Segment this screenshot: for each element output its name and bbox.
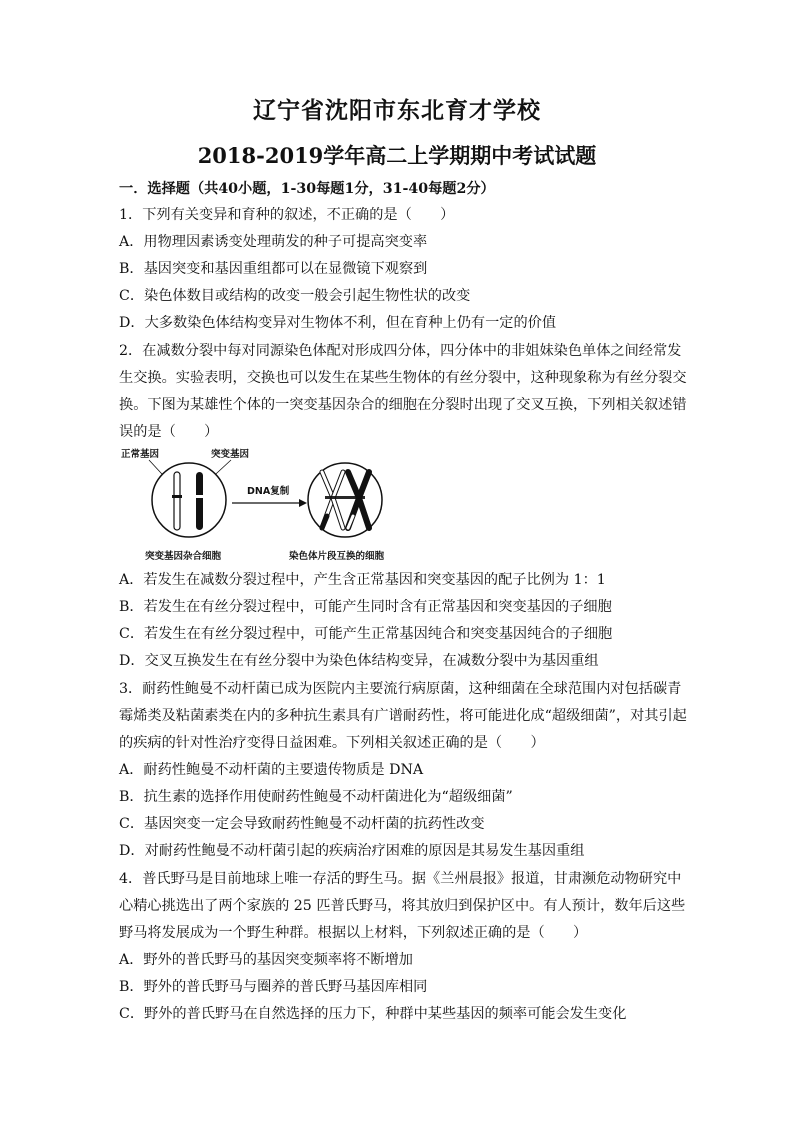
q4-option-b: B．野外的普氏野马与圈养的普氏野马基因库相同 [119,979,428,995]
q3-option-b: B．抗生素的选择作用使耐药性鲍曼不动杆菌进化为“超级细菌” [119,789,513,805]
q3-stem-line-3: 的疾病的针对性治疗变得日益困难。下列相关叙述正确的是（ ） [119,735,545,751]
q4-stem-line-2: 心精心挑选出了两个家族的 25 匹普氏野马，将其放归到保护区中。有人预计，数年后这些 [119,898,686,914]
crossover-cell-caption: 染色体片段互换的细胞 [289,551,385,562]
q1-stem: 1．下列有关变异和育种的叙述，不正确的是（ ） [119,207,455,223]
q1-option-d: D．大多数染色体结构变异对生物体不利，但在育种上仍有一定的价值 [119,315,557,331]
mutant-gene-label: 突变基因 [211,449,250,460]
q2-option-d: D．交叉互换发生在有丝分裂中为染色体结构变异，在减数分裂中为基因重组 [119,653,599,669]
crossover-cell [308,463,382,537]
heterozygous-cell [152,463,226,537]
q2-option-c: C．若发生在有丝分裂过程中，可能产生正常基因纯合和突变基因纯合的子细胞 [119,626,613,642]
normal-gene-label: 正常基因 [121,449,160,460]
mutant-chromosome [196,472,203,530]
crossover-diagram [119,446,409,564]
school-title: 辽宁省沈阳市东北育才学校 [253,97,541,124]
q1-option-c: C．染色体数目或结构的改变一般会引起生物性状的改变 [119,288,471,304]
normal-chromosome [174,472,180,530]
exam-title: 2018-2019学年高二上学期期中考试试题 [197,143,597,168]
section-heading: 一．选择题（共40小题，1-30每题1分，31-40每题2分） [119,181,495,197]
q2-stem-line-2: 生交换。实验表明，交换也可以发生在某些生物体的有丝分裂中，这种现象称为有丝分裂交 [119,370,687,386]
q1-option-a: A．用物理因素诱变处理萌发的种子可提高突变率 [119,234,428,250]
dna-replication-label: DNA复制 [247,486,290,497]
q4-option-a: A．野外的普氏野马的基因突变频率将不断增加 [119,952,413,968]
q3-stem-line-1: 3．耐药性鲍曼不动杆菌已成为医院内主要流行病原菌，这种细菌在全球范围内对包括碳青 [119,681,682,697]
q4-option-c: C．野外的普氏野马在自然选择的压力下，种群中某些基因的频率可能会发生变化 [119,1006,627,1022]
q2-option-b: B．若发生在有丝分裂过程中，可能产生同时含有正常基因和突变基因的子细胞 [119,599,612,615]
heterozygous-cell-caption: 突变基因杂合细胞 [145,551,222,562]
q3-stem-line-2: 霉烯类及粘菌素类在内的多种抗生素具有广谱耐药性，将可能进化成“超级细菌”，对其引起 [119,708,687,724]
q3-option-c: C．基因突变一定会导致耐药性鲍曼不动杆菌的抗药性改变 [119,816,485,832]
q3-option-d: D．对耐药性鲍曼不动杆菌引起的疾病治疗困难的原因是其易发生基因重组 [119,843,585,859]
q1-option-b: B．基因突变和基因重组都可以在显微镜下观察到 [119,261,428,277]
q2-stem-line-4: 误的是（ ） [119,424,219,440]
q4-stem-line-3: 野马将发展成为一个野生种群。根据以上材料，下列叙述正确的是（ ） [119,925,588,941]
q2-option-a: A．若发生在减数分裂过程中，产生含正常基因和突变基因的配子比例为 1：1 [119,572,606,588]
arrow-head-icon [299,499,307,507]
q4-stem-line-1: 4．普氏野马是目前地球上唯一存活的野生马。据《兰州晨报》报道，甘肃濒危动物研究中 [119,871,682,887]
q2-stem-line-3: 换。下图为某雄性个体的一突变基因杂合的细胞在分裂时出现了交叉互换，下列相关叙述错 [119,397,687,413]
q3-option-a: A．耐药性鲍曼不动杆菌的主要遗传物质是 DNA [119,762,424,778]
q2-stem-line-1: 2．在减数分裂中每对同源染色体配对形成四分体，四分体中的非姐妹染色单体之间经常发 [119,343,682,359]
